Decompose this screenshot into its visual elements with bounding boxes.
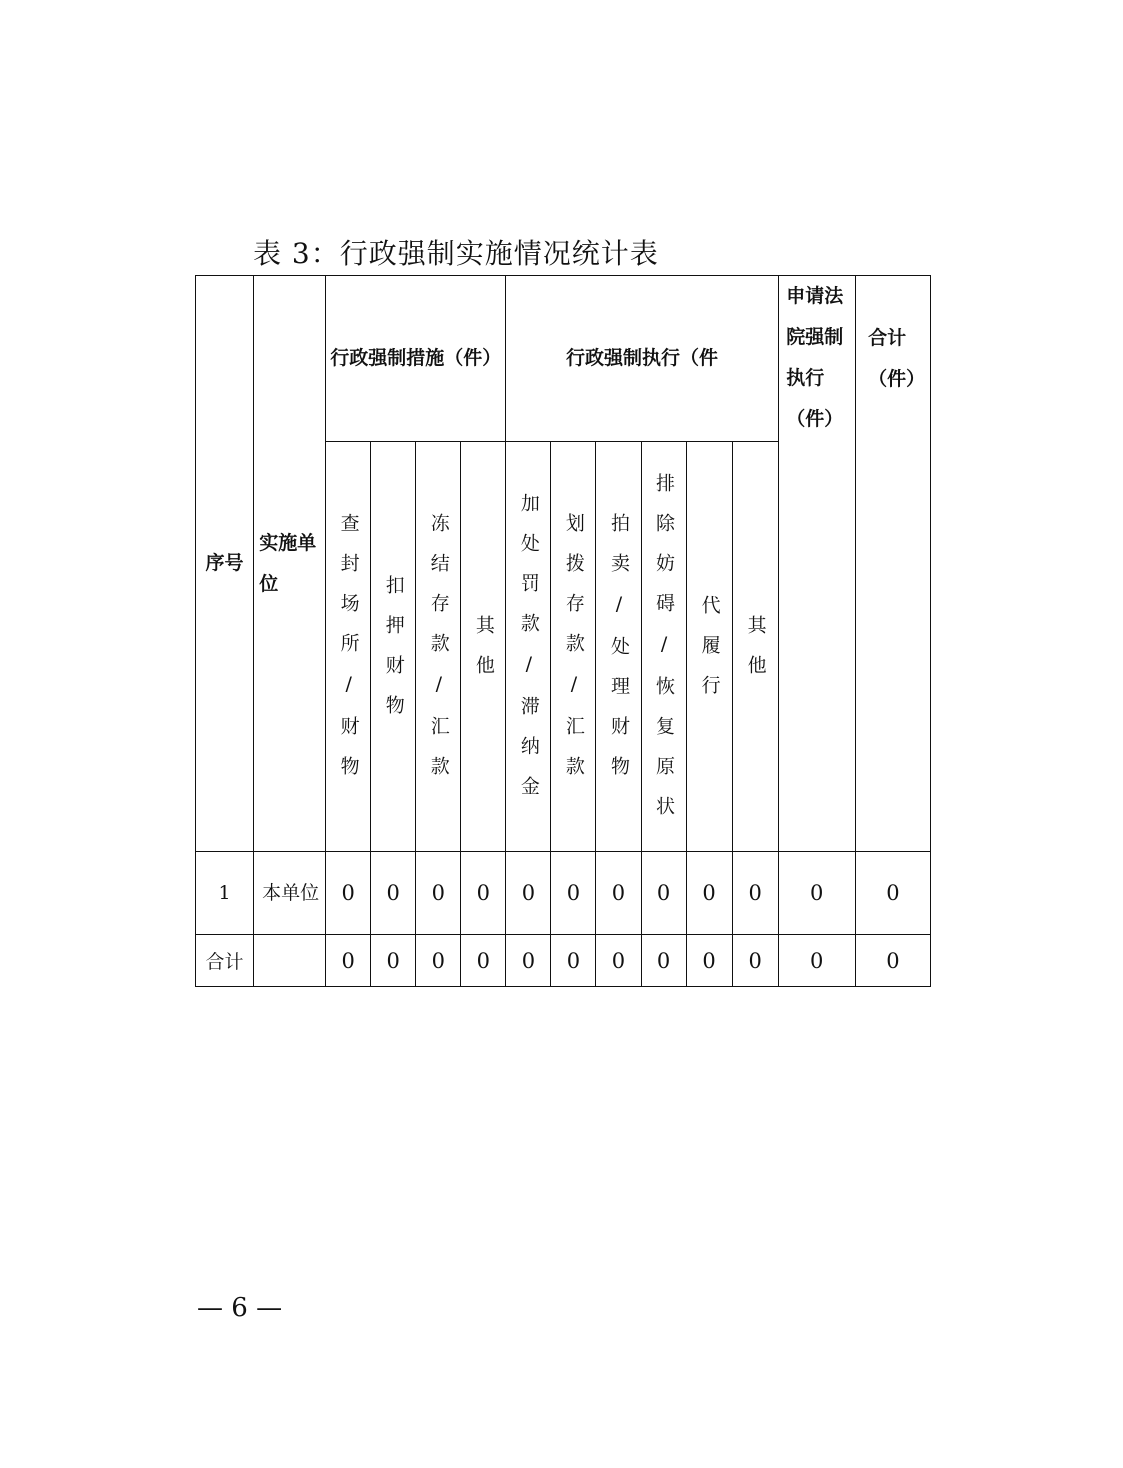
- cell-value: 0: [855, 852, 930, 935]
- col-transfer: 划拨存款/汇款: [551, 442, 596, 852]
- cell-value: 0: [732, 935, 778, 987]
- col-execution-other: 其他: [732, 442, 778, 852]
- page-number: — 6 —: [197, 1293, 283, 1323]
- row-seq: 1: [196, 852, 254, 935]
- col-seal: 查封场所/财物: [326, 442, 371, 852]
- cell-value: 0: [371, 935, 416, 987]
- col-substitute: 代履行: [686, 442, 732, 852]
- cell-value: 0: [326, 852, 371, 935]
- header-measures: 行政强制措施（件）: [326, 276, 506, 442]
- cell-value: 0: [732, 852, 778, 935]
- cell-value: 0: [551, 935, 596, 987]
- cell-value: 0: [461, 852, 506, 935]
- cell-value: 0: [596, 935, 641, 987]
- header-total: 合计（件）: [855, 276, 930, 852]
- page-title: 表 3：行政强制实施情况统计表: [253, 237, 659, 270]
- header-execution: 行政强制执行（件: [506, 276, 778, 442]
- statistics-table: [195, 275, 931, 987]
- col-seize: 扣押财物: [371, 442, 416, 852]
- cell-value: 0: [416, 852, 461, 935]
- cell-value: 0: [855, 935, 930, 987]
- row-unit: [254, 935, 326, 987]
- header-seq: 序号: [196, 276, 254, 852]
- col-freeze: 冻结存款/汇款: [416, 442, 461, 852]
- header-court: 申请法院强制执行（件）: [778, 276, 855, 852]
- cell-value: 0: [326, 935, 371, 987]
- row-unit: 本单位: [254, 852, 326, 935]
- cell-value: 0: [686, 935, 732, 987]
- cell-value: 0: [551, 852, 596, 935]
- row-total-label: 合计: [196, 935, 254, 987]
- cell-value: 0: [641, 852, 686, 935]
- col-fine: 加处罚款/滞纳金: [506, 442, 551, 852]
- cell-value: 0: [461, 935, 506, 987]
- header-unit: 实施单位: [254, 276, 326, 852]
- table-row: [196, 935, 931, 987]
- cell-value: 0: [506, 852, 551, 935]
- col-measure-other: 其他: [461, 442, 506, 852]
- cell-value: 0: [686, 852, 732, 935]
- col-remove: 排除妨碍/恢复原状: [641, 442, 686, 852]
- cell-value: 0: [371, 852, 416, 935]
- cell-value: 0: [506, 935, 551, 987]
- cell-value: 0: [778, 852, 855, 935]
- table-row: [196, 852, 931, 935]
- cell-value: 0: [641, 935, 686, 987]
- cell-value: 0: [416, 935, 461, 987]
- cell-value: 0: [596, 852, 641, 935]
- cell-value: 0: [778, 935, 855, 987]
- col-auction: 拍卖/处理财物: [596, 442, 641, 852]
